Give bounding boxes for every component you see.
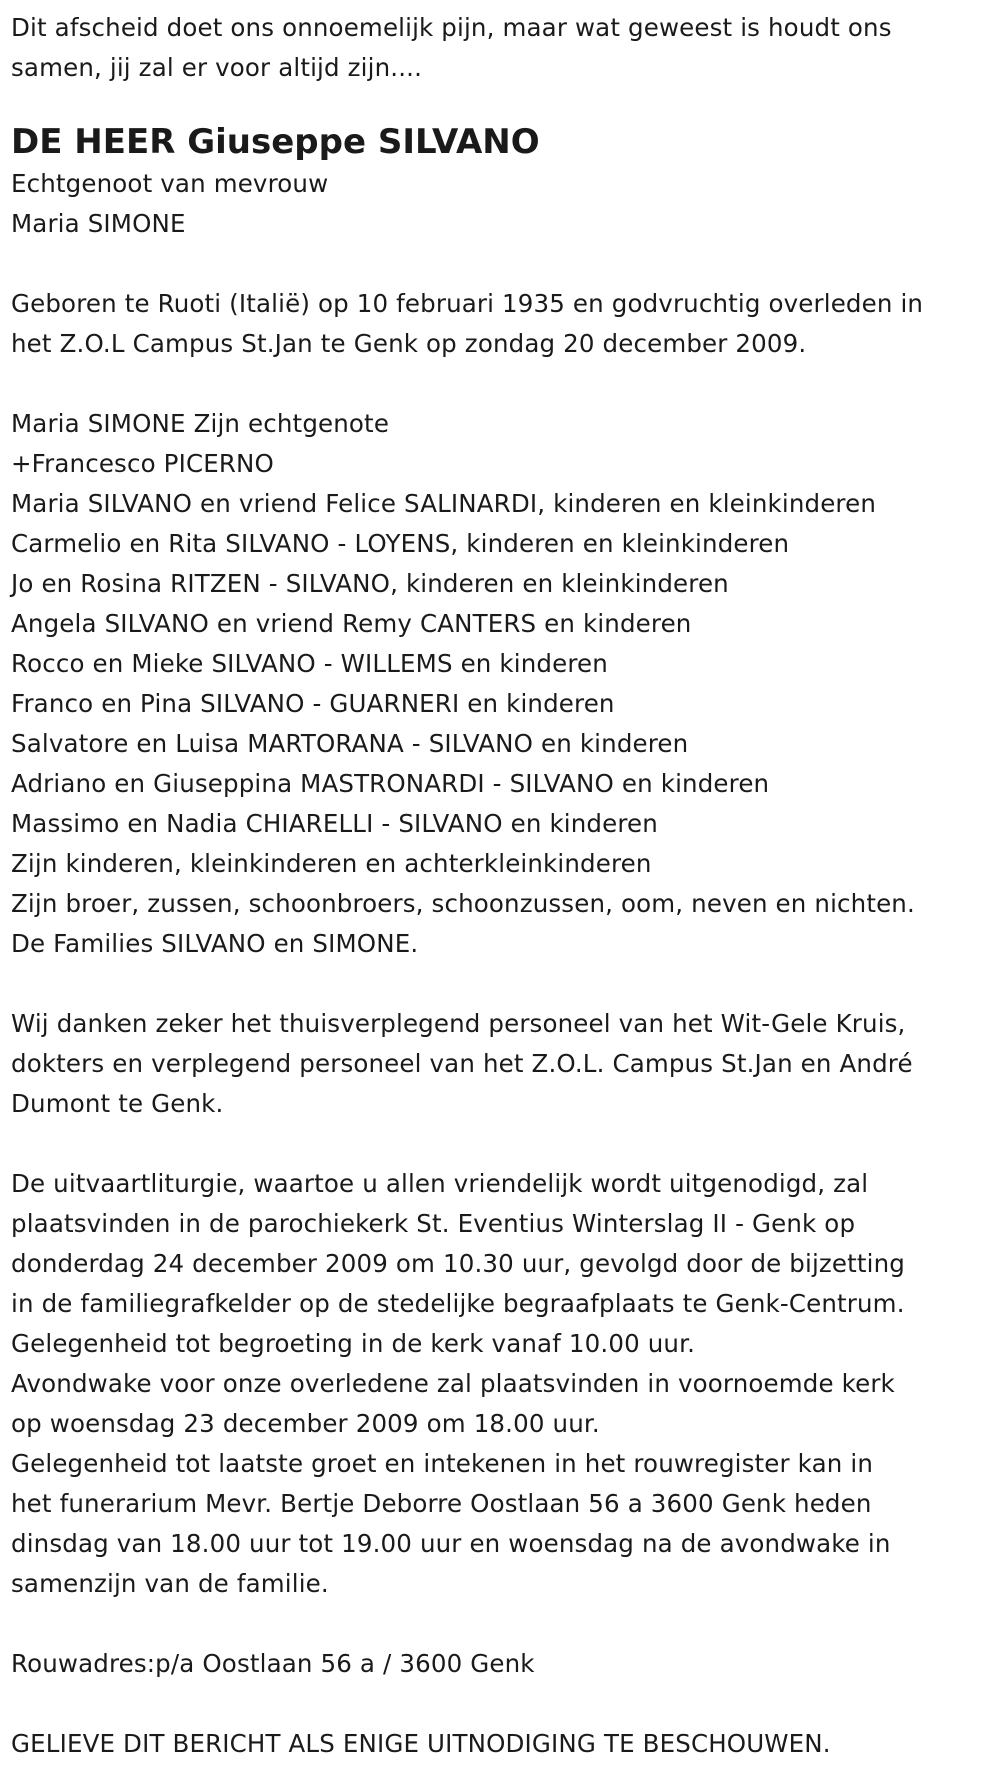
ceremony-line: De uitvaartliturgie, waartoe u allen vriendelijk wordt uitgenodigd, zal xyxy=(11,1169,869,1198)
birth-line: Geboren te Ruoti (Italië) op 10 februari 1935 en godvruchtig overleden in xyxy=(11,289,924,318)
family-item: Salvatore en Luisa MARTORANA - SILVANO en kinderen xyxy=(11,729,689,758)
ceremony-line: in de familiegrafkelder op de stedelijke begraafplaats te Genk-Centrum. xyxy=(11,1289,905,1318)
family-item: Jo en Rosina RITZEN - SILVANO, kinderen en kleinkinderen xyxy=(11,569,729,598)
family-item: Rocco en Mieke SILVANO - WILLEMS en kinderen xyxy=(11,649,608,678)
family-item: +Francesco PICERNO xyxy=(11,449,274,478)
thanks-line: Dumont te Genk. xyxy=(11,1089,224,1118)
thanks-paragraph xyxy=(11,1004,990,1124)
ceremony-paragraph xyxy=(11,1164,990,1604)
ceremony-line: Gelegenheid tot begroeting in de kerk vanaf 10.00 uur. xyxy=(11,1329,696,1358)
mourning-address: Rouwadres:p/a Oostlaan 56 a / 3600 Genk xyxy=(11,1649,535,1678)
spouse-block xyxy=(11,164,990,244)
intro-line: samen, jij zal er voor altijd zijn.... xyxy=(11,53,423,82)
intro-paragraph xyxy=(11,8,990,88)
ceremony-line: samenzijn van de familie. xyxy=(11,1569,329,1598)
family-item: Maria SIMONE Zijn echtgenote xyxy=(11,409,390,438)
closing-notice: GELIEVE DIT BERICHT ALS ENIGE UITNODIGING TE BESCHOUWEN. xyxy=(11,1729,831,1758)
birth-death-paragraph xyxy=(11,284,990,364)
family-item: Massimo en Nadia CHIARELLI - SILVANO en kinderen xyxy=(11,809,658,838)
spouse-line: Echtgenoot van mevrouw xyxy=(11,169,329,198)
ceremony-line: plaatsvinden in de parochiekerk St. Eventius Winterslag II - Genk op xyxy=(11,1209,856,1238)
deceased-name-title: DE HEER Giuseppe SILVANO xyxy=(11,122,540,162)
ceremony-line: donderdag 24 december 2009 om 10.30 uur, gevolgd door de bijzetting xyxy=(11,1249,905,1278)
family-item: Adriano en Giuseppina MASTRONARDI - SILVANO en kinderen xyxy=(11,769,770,798)
ceremony-line: Avondwake voor onze overledene zal plaatsvinden in voornoemde kerk xyxy=(11,1369,895,1398)
family-item: Carmelio en Rita SILVANO - LOYENS, kinderen en kleinkinderen xyxy=(11,529,790,558)
thanks-line: dokters en verplegend personeel van het Z.O.L. Campus St.Jan en André xyxy=(11,1049,913,1078)
family-item: De Families SILVANO en SIMONE. xyxy=(11,929,419,958)
spouse-line: Maria SIMONE xyxy=(11,209,186,238)
family-item: Zijn broer, zussen, schoonbroers, schoonzussen, oom, neven en nichten. xyxy=(11,889,915,918)
family-list xyxy=(11,404,990,964)
ceremony-line: op woensdag 23 december 2009 om 18.00 uur. xyxy=(11,1409,600,1438)
ceremony-line: dinsdag van 18.00 uur tot 19.00 uur en woensdag na de avondwake in xyxy=(11,1529,891,1558)
ceremony-line: het funerarium Mevr. Bertje Deborre Oostlaan 56 a 3600 Genk heden xyxy=(11,1489,872,1518)
birth-line: het Z.O.L Campus St.Jan te Genk op zondag 20 december 2009. xyxy=(11,329,807,358)
ceremony-line: Gelegenheid tot laatste groet en intekenen in het rouwregister kan in xyxy=(11,1449,873,1478)
thanks-line: Wij danken zeker het thuisverplegend personeel van het Wit-Gele Kruis, xyxy=(11,1009,906,1038)
family-item: Maria SILVANO en vriend Felice SALINARDI, kinderen en kleinkinderen xyxy=(11,489,877,518)
family-item: Franco en Pina SILVANO - GUARNERI en kinderen xyxy=(11,689,615,718)
family-item: Angela SILVANO en vriend Remy CANTERS en kinderen xyxy=(11,609,692,638)
family-item: Zijn kinderen, kleinkinderen en achterkleinkinderen xyxy=(11,849,652,878)
intro-line: Dit afscheid doet ons onnoemelijk pijn, maar wat geweest is houdt ons xyxy=(11,13,892,42)
